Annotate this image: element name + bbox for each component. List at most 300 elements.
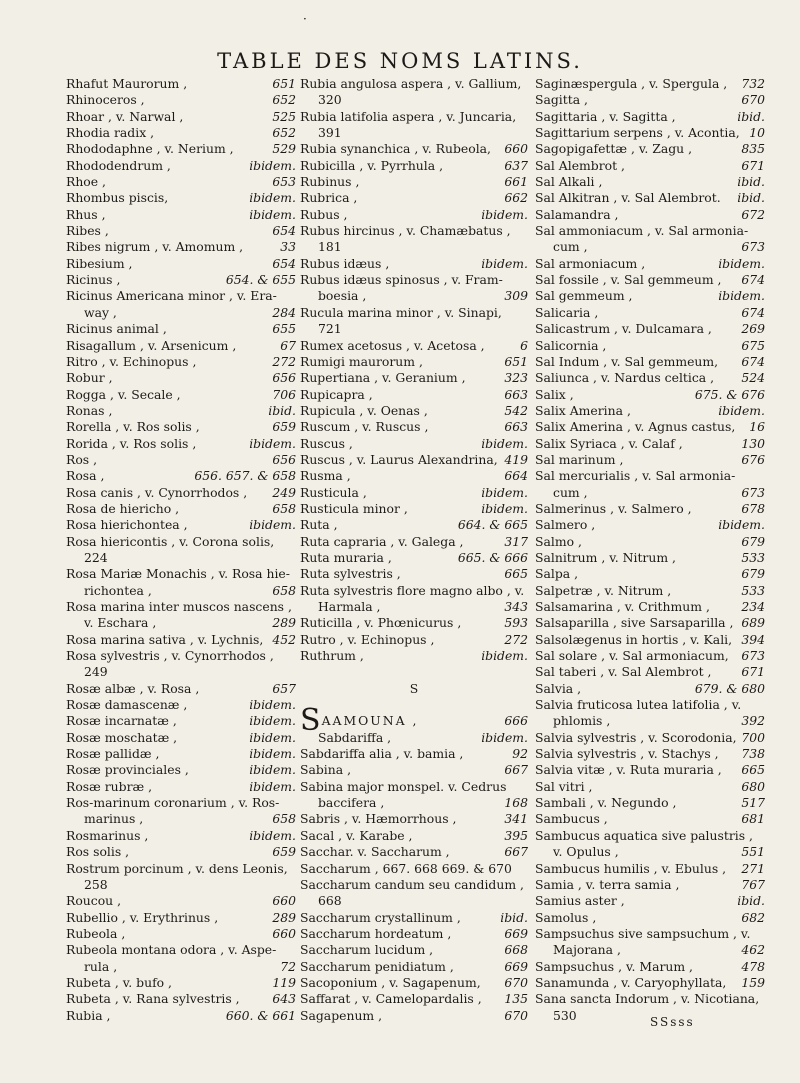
entry-term: Samius aster , [535,893,625,909]
entry-term: Salicornia , [535,337,607,353]
entry-term: Sambucus humilis , v. Ebulus , [535,860,727,876]
entry-term: Ruscus , v. Laurus Alexandrina, [300,451,498,467]
index-entry [66,419,296,435]
signature-mark: SSsss [650,1015,695,1029]
entry-term: Salix Syriaca , v. Calaf , [535,435,683,451]
entry-term: Salpetræ , v. Nitrum , [535,582,672,598]
index-entry-continuation [300,321,528,337]
index-entry [66,321,296,337]
entry-term: Sabdariffa alia , v. bamia , [300,746,464,762]
entry-term: Rumex acetosus , v. Acetosa , [300,337,485,353]
index-entry [66,713,296,729]
page-reference: 669 [504,925,528,941]
page-reference: 670 [741,92,765,108]
index-entry [66,354,296,370]
index-entry [300,730,528,746]
index-entry [300,387,528,403]
index-entry [300,648,528,664]
entry-term: cum , [553,239,588,255]
entry-term: 721 [318,321,342,337]
page-reference: 529 [272,141,296,157]
page-reference: ibidem. [249,729,296,745]
page-reference: 655 [272,321,296,337]
index-entry [66,92,296,108]
index-entry [535,877,765,893]
entry-term: Rosa hierichontea , [66,517,188,533]
index-entry [66,452,296,468]
index-entry [66,109,296,125]
page-reference: 284 [272,304,296,320]
entry-term: Rhodia radix , [66,125,155,141]
index-entry [66,697,296,713]
index-entry [66,338,296,354]
page-reference: 392 [741,713,765,729]
index-entry-continuation [66,959,296,975]
page-reference: 678 [741,500,765,516]
entry-term: way , [84,304,117,320]
entry-term: Saccharum penidiatum , [300,958,454,974]
page-reference: 674 [741,304,765,320]
page-reference: 670 [504,1007,528,1023]
entry-term: Salix Amerina , v. Agnus castus, [535,419,736,435]
index-entry [66,975,296,991]
page-reference: 679. & 680 [694,680,765,696]
index-entry [535,125,765,141]
page-reference: ibidem. [718,402,765,418]
entry-term: Rutro , v. Echinopus , [300,631,435,647]
page-reference: 10 [749,125,765,141]
entry-term: Ruticilla , v. Phœnicurus , [300,615,462,631]
index-entry [535,321,765,337]
entry-term: Sal ammoniacum , v. Sal armonia- [535,223,749,239]
index-entry [66,485,296,501]
index-entry [66,1008,296,1024]
entry-term: Saginæspergula , v. Spergula , [535,76,728,91]
page-reference: 767 [741,876,765,892]
page-reference: ibidem. [249,746,296,762]
index-entry [300,370,528,386]
page-reference: 394 [741,631,765,647]
ornament-dot: · [303,12,307,26]
page-reference: 652 [272,92,296,108]
index-entry-continuation [66,305,296,321]
entry-term: Sal vitri , [535,778,593,794]
index-entry [66,501,296,517]
entry-term: Sagittarium serpens , v. Acontia, [535,125,740,141]
index-entry-continuation [66,615,296,631]
entry-term: Rogga , v. Secale , [66,386,181,402]
entry-term: rula , [84,958,118,974]
page-reference: 656 [272,451,296,467]
entry-term: Sagitta , [535,92,588,108]
page-reference: 654 [272,255,296,271]
page-reference: ibid. [268,402,296,418]
page-reference: 72 [280,958,296,974]
index-entry [535,190,765,206]
page-reference: ibidem. [249,697,296,713]
index-entry [300,926,528,942]
index-entry [66,844,296,860]
entry-term: Sal mercurialis , v. Sal armonia- [535,468,736,484]
drop-capital: S [300,703,321,739]
index-entry [300,109,528,125]
entry-term: Rosæ rubræ , [66,778,153,794]
page-reference: 658 [272,582,296,598]
page-reference: ibidem. [249,827,296,843]
entry-term: Ronas , [66,402,113,418]
page-reference: 665 [504,566,528,582]
page-reference: 673 [741,648,765,664]
index-entry [535,632,765,648]
entry-term: Rusticula minor , [300,500,408,516]
index-entry-continuation [300,92,528,108]
index-entry [535,811,765,827]
index-entry [300,991,528,1007]
entry-term: Sacal , v. Karabe , [300,827,413,843]
index-entry [300,485,528,501]
index-entry [535,207,765,223]
entry-term: Salvia vitæ , v. Ruta muraria , [535,762,722,778]
page-reference: 323 [504,370,528,386]
entry-term: Rosæ incarnatæ , [66,713,177,729]
index-entry [66,403,296,419]
entry-term: Sagittaria , v. Sagitta , [535,108,676,124]
index-entry [66,534,296,550]
index-entry-continuation [300,125,528,141]
entry-term: Sagopigafettæ , v. Zagu , [535,141,693,157]
page-reference: 272 [504,631,528,647]
entry-term: Rosa Mariæ Monachis , v. Rosa hie- [66,566,290,582]
page-reference: 135 [504,991,528,1007]
entry-term: Saliunca , v. Nardus celtica , [535,370,715,386]
index-column-2 [300,76,528,1024]
index-entry [535,615,765,631]
index-entry [300,811,528,827]
index-entry-continuation [66,811,296,827]
index-entry [300,632,528,648]
index-entry [66,991,296,1007]
index-entry [66,141,296,157]
index-entry [66,632,296,648]
entry-term: Salamandra , [535,206,619,222]
index-entry-continuation [300,239,528,255]
index-entry-continuation [300,599,528,615]
page-reference: 159 [741,974,765,990]
entry-term: Rhus , [66,206,106,222]
entry-term: Rusticula , [300,484,367,500]
index-entry [66,566,296,582]
entry-term: Saccharum crystallinum , [300,909,461,925]
page-reference: 92 [512,746,528,762]
page-reference: 168 [504,795,528,811]
index-entry [535,387,765,403]
entry-term: richontea , [84,582,152,598]
entry-term: Rhinoceros , [66,92,145,108]
entry-term: Rosa , [66,468,105,484]
index-entry [300,436,528,452]
entry-term: Rhoe , [66,174,106,190]
entry-term: v. Opulus , [553,844,619,860]
entry-term: Sal gemmeum , [535,288,633,304]
index-entry-continuation [300,288,528,304]
page-reference: ibidem. [481,435,528,451]
index-entry [535,991,765,1007]
index-entry [300,566,528,582]
entry-term: Ros , [66,451,98,467]
page-title: TABLE DES NOMS LATINS. [217,49,583,73]
page-reference: 341 [504,811,528,827]
page-reference: 660 [504,141,528,157]
index-entry [66,190,296,206]
page-reference: 478 [741,958,765,974]
index-entry [66,174,296,190]
entry-term: Sabina major monspel. v. Cedrus [300,778,507,794]
entry-term: Sabdariffa , [318,729,392,745]
entry-term: Sabris , v. Hæmorrhous , [300,811,457,827]
entry-term: Sacchar. v. Saccharum , [300,844,450,860]
index-entry [300,141,528,157]
entry-term: 258 [84,876,108,892]
entry-term: Salicastrum , v. Dulcamara , [535,321,712,337]
page-reference: 732 [741,76,765,91]
entry-term: Sanamunda , v. Caryophyllata, [535,974,727,990]
entry-term: Salsaparilla , sive Sarsaparilla , [535,615,734,631]
index-entry-continuation [535,844,765,860]
page-reference: 651 [504,353,528,369]
index-entry [66,223,296,239]
entry-term: Sal marinum , [535,451,624,467]
entry-term: Salicaria , [535,304,599,320]
index-entry [66,730,296,746]
index-entry-continuation [300,893,528,909]
page-reference: ibidem. [249,157,296,173]
index-entry [66,76,296,92]
page-reference: 119 [272,974,296,990]
index-entry [535,419,765,435]
page-reference: 289 [272,615,296,631]
index-entry [300,975,528,991]
page-reference: 679 [741,533,765,549]
index-entry [66,746,296,762]
page-reference: 533 [741,582,765,598]
entry-term: Sal fossile , v. Sal gemmeum , [535,272,722,288]
entry-term-text: AAMOUNA , [321,713,419,729]
index-entry [535,403,765,419]
entry-term: Rucula marina minor , v. Sinapi, [300,304,502,320]
entry-term: Rosmarinus , [66,827,149,843]
entry-term: Sal Indum , v. Sal gemmeum, [535,353,719,369]
index-entry [535,501,765,517]
entry-term: Ricinus , [66,272,121,288]
page-reference: 660 [272,893,296,909]
page-reference: ibidem. [481,484,528,500]
page-reference: ibid. [500,909,528,925]
index-entry [300,419,528,435]
entry-term: baccifera , [318,795,385,811]
entry-term: Rubus idæus spinosus , v. Fram- [300,272,503,288]
page-reference: 651 [272,76,296,91]
page-reference: 668 [504,942,528,958]
page-reference: 6 [520,337,528,353]
page-reference: ibidem. [718,517,765,533]
index-entry [300,910,528,926]
page-reference: 551 [741,844,765,860]
entry-term: Rupicula , v. Oenas , [300,402,428,418]
page-reference: 652 [272,125,296,141]
index-entry [535,861,765,877]
index-entry [535,517,765,533]
page-reference: 706 [272,386,296,402]
entry-term: Ribes nigrum , v. Amomum , [66,239,244,255]
entry-term: Rosæ provinciales , [66,762,189,778]
index-entry [300,746,528,762]
entry-term: Rosa de hiericho , [66,500,180,516]
index-entry [535,893,765,909]
index-column-1 [66,76,296,1024]
index-entry [535,697,765,713]
index-entry [535,288,765,304]
page-reference: 835 [741,141,765,157]
index-entry [300,256,528,272]
entry-term: Rubia angulosa aspera , v. Gallium, [300,76,522,91]
index-entry [300,174,528,190]
page-reference: 16 [749,419,765,435]
entry-term: 668 [318,893,342,909]
page-reference: ibidem. [249,206,296,222]
index-entry [300,468,528,484]
entry-term: Saccharum candum seu candidum , [300,876,524,892]
index-entry [535,550,765,566]
entry-term: Risagallum , v. Arsenicum , [66,337,237,353]
entry-term: Rupicapra , [300,386,373,402]
entry-term: 224 [84,549,108,565]
entry-term: phlomis , [553,713,611,729]
page-reference: 676 [741,451,765,467]
spacer [300,697,528,713]
page-reference: 659 [272,419,296,435]
entry-term: Rubus idæus , [300,255,390,271]
entry-term: Rhoar , v. Narwal , [66,108,184,124]
index-entry [66,387,296,403]
index-entry [535,583,765,599]
index-entry [66,795,296,811]
index-entry [300,517,528,533]
page-reference: 419 [504,451,528,467]
entry-term: Sana sancta Indorum , v. Nicotiana, [535,991,760,1007]
entry-term: Salmero , [535,517,596,533]
page-reference: ibid. [737,108,765,124]
section-heading: S [409,680,419,696]
index-entry [535,648,765,664]
entry-term: Rhododaphne , v. Nerium , [66,141,234,157]
entry-term: Sal taberi , v. Sal Alembrot , [535,664,712,680]
entry-term: Rhododendrum , [66,157,171,173]
entry-term: Sal Alkitran , v. Sal Alembrot. [535,190,721,206]
entry-term: 181 [318,239,342,255]
page-reference: ibidem. [481,648,528,664]
entry-term: Rubrica , [300,190,358,206]
entry-term: Rubus , [300,206,348,222]
index-entry [66,779,296,795]
index-entry [535,468,765,484]
page-reference: 663 [504,386,528,402]
page-reference: 664 [504,468,528,484]
page-reference: 269 [741,321,765,337]
page-reference: 665. & 666 [457,549,528,565]
page-reference: 662 [504,190,528,206]
index-entry [535,959,765,975]
index-entry-continuation [66,877,296,893]
page-reference: ibidem. [249,517,296,533]
entry-term: Rorida , v. Ros solis , [66,435,197,451]
page-reference: 670 [504,974,528,990]
index-entry [535,158,765,174]
page-reference: 67 [280,337,296,353]
page-reference: 671 [741,664,765,680]
entry-term: Ritro , v. Echinopus , [66,353,197,369]
index-entry-continuation [535,713,765,729]
index-entry [300,403,528,419]
entry-term: Rubicilla , v. Pyrrhula , [300,157,444,173]
entry-term: Rostrum porcinum , v. dens Leonis, [66,860,288,876]
entry-term: Sambucus , [535,811,608,827]
page-reference: 343 [504,599,528,614]
page-reference: 659 [272,844,296,860]
entry-term: Salix , [535,386,574,402]
page-reference: 271 [741,860,765,876]
index-entry [66,239,296,255]
index-entry [535,76,765,92]
page-reference: 272 [272,353,296,369]
page-reference: 671 [741,157,765,173]
page-reference: 317 [504,533,528,549]
entry-term: Saffarat , v. Camelopardalis , [300,991,482,1007]
entry-term: Ruta capraria , v. Galega , [300,533,464,549]
index-entry [535,256,765,272]
index-entry [535,338,765,354]
page-reference: ibidem. [249,190,296,206]
entry-term: 249 [84,664,108,680]
page-reference: 533 [741,549,765,565]
page-reference: 309 [504,288,528,304]
entry-term: Salmerinus , v. Salmero , [535,500,692,516]
page-reference: ibidem. [481,729,528,745]
entry-term: Ribes , [66,223,109,239]
entry-term: Sal solare , v. Sal armoniacum, [535,648,729,664]
index-entry [535,174,765,190]
index-column-3 [535,76,765,1024]
entry-term: Ruscum , v. Ruscus , [300,419,429,435]
page-reference: ibidem. [481,255,528,271]
entry-term: Ruta , [300,517,338,533]
entry-term: Saccharum hordeatum , [300,925,452,941]
entry-term: Saccharum , 667. 668 669. & 670 [300,860,512,876]
entry-term: Majorana , [553,942,621,958]
page-reference: 681 [741,811,765,827]
entry-term: Salvia fruticosa lutea latifolia , v. [535,697,742,713]
page-reference: 654 [272,223,296,239]
index-entry [300,207,528,223]
page-reference: 667 [504,844,528,860]
index-entry [300,550,528,566]
entry-term: Ruta muraria , [300,549,392,565]
page-reference: ibidem. [249,713,296,729]
entry-term: Ruthrum , [300,648,364,664]
index-entry [535,223,765,239]
index-entry [66,762,296,778]
index-entry [535,354,765,370]
index-entry [66,468,296,484]
